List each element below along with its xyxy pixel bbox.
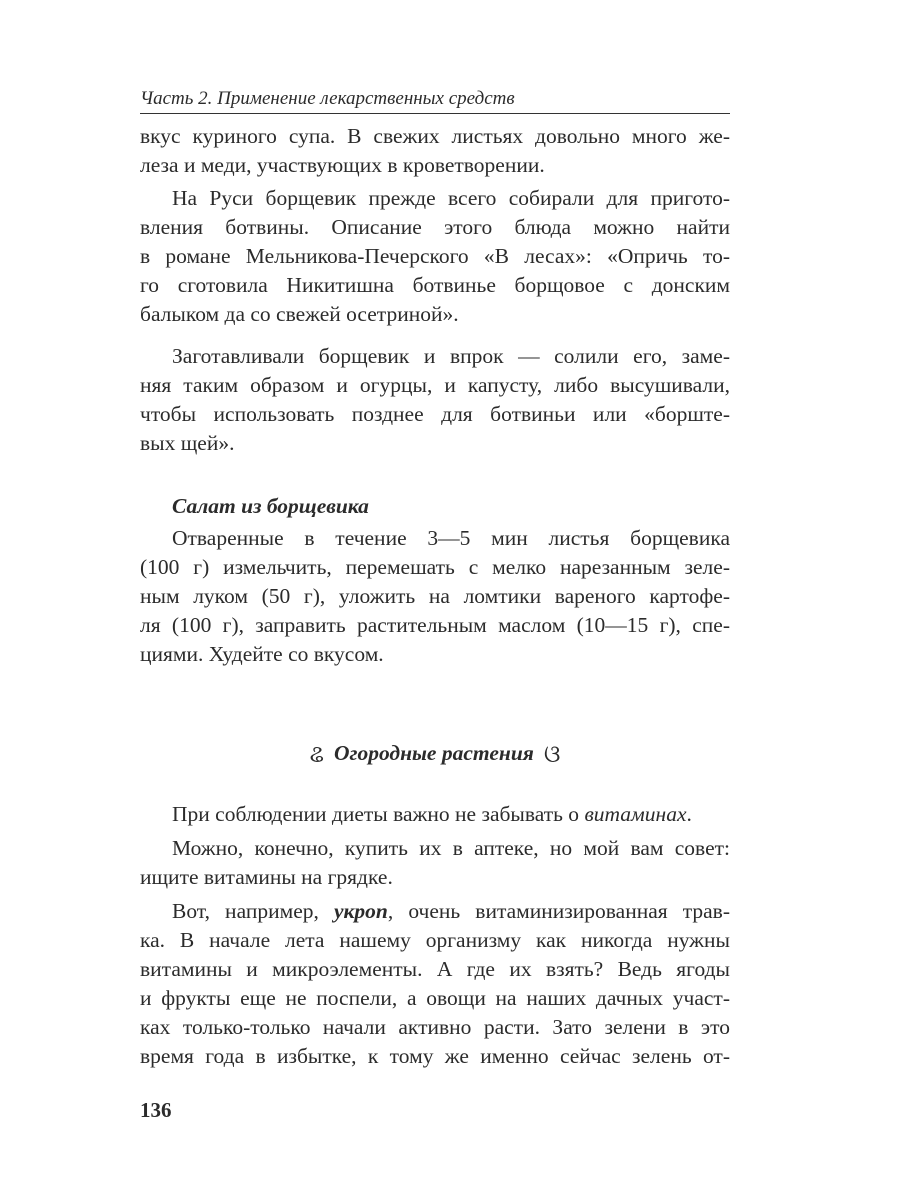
text-line: При соблюдении диеты важно не забывать о витаминах. [172,802,692,826]
left-ornament-icon: ଌ [309,742,324,768]
text-line: чтобы использовать позднее для ботвиньи или «борште- [140,402,730,426]
text-line: вления ботвины. Описание этого блюда можно найти [140,215,730,239]
text-line: го сготовила Никитишна ботвинье борщовое с донским [140,273,730,297]
text-line: ках только-только начали активно расти. Зато зелени в это [140,1015,730,1039]
book-page [140,0,730,1200]
emphasis-dill: укроп [333,899,388,923]
text-line: ля (100 г), заправить растительным маслом (10—15 г), спе- [140,613,730,637]
text-line: ным луком (50 г), уложить на ломтики вареного картофе- [140,584,730,608]
text-line: Отваренные в течение 3—5 мин листья борщевика [172,526,730,550]
running-head: Часть 2. Применение лекарственных средств [140,88,730,114]
text-line: (100 г) измельчить, перемешать с мелко нарезанным зеле- [140,555,730,579]
text-line: циями. Худейте со вкусом. [140,642,384,666]
text-line: балыком да со свежей осетриной». [140,302,459,326]
right-ornament-icon: ଓ [543,742,561,768]
text-line: витамины и микроэлементы. А где их взять? Ведь ягоды [140,957,730,981]
text-line: вкус куриного супа. В свежих листьях довольно много же- [140,124,730,148]
text-line: Можно, конечно, купить их в аптеке, но мой вам совет: [172,836,730,860]
emphasis-vitamins: витаминах [584,802,687,826]
text-line: Вот, например, укроп, очень витаминизированная трав- [172,899,730,923]
text-line: ищите витамины на грядке. [140,865,393,889]
page-number: 136 [140,1098,172,1122]
text-line: время года в избытке, к тому же именно сейчас зелень от- [140,1044,730,1068]
text-line: На Руси борщевик прежде всего собирали для пригото- [172,186,730,210]
text-line: в романе Мельникова-Печерского «В лесах»: «Опричь то- [140,244,730,268]
text-line: вых щей». [140,431,235,455]
text-line: Заготавливали борщевик и впрок — солили его, заме- [172,344,730,368]
recipe-title: Салат из борщевика [172,494,369,518]
text-line: няя таким образом и огурцы, и капусту, либо высушивали, [140,373,730,397]
text-line: и фрукты еще не поспели, а овощи на наших дачных участ- [140,986,730,1010]
section-heading [140,736,730,772]
section-title: Огородные растения [333,741,534,765]
text-line: ка. В начале лета нашему организму как никогда нужны [140,928,730,952]
text-line: леза и меди, участвующих в кроветворении. [140,153,545,177]
